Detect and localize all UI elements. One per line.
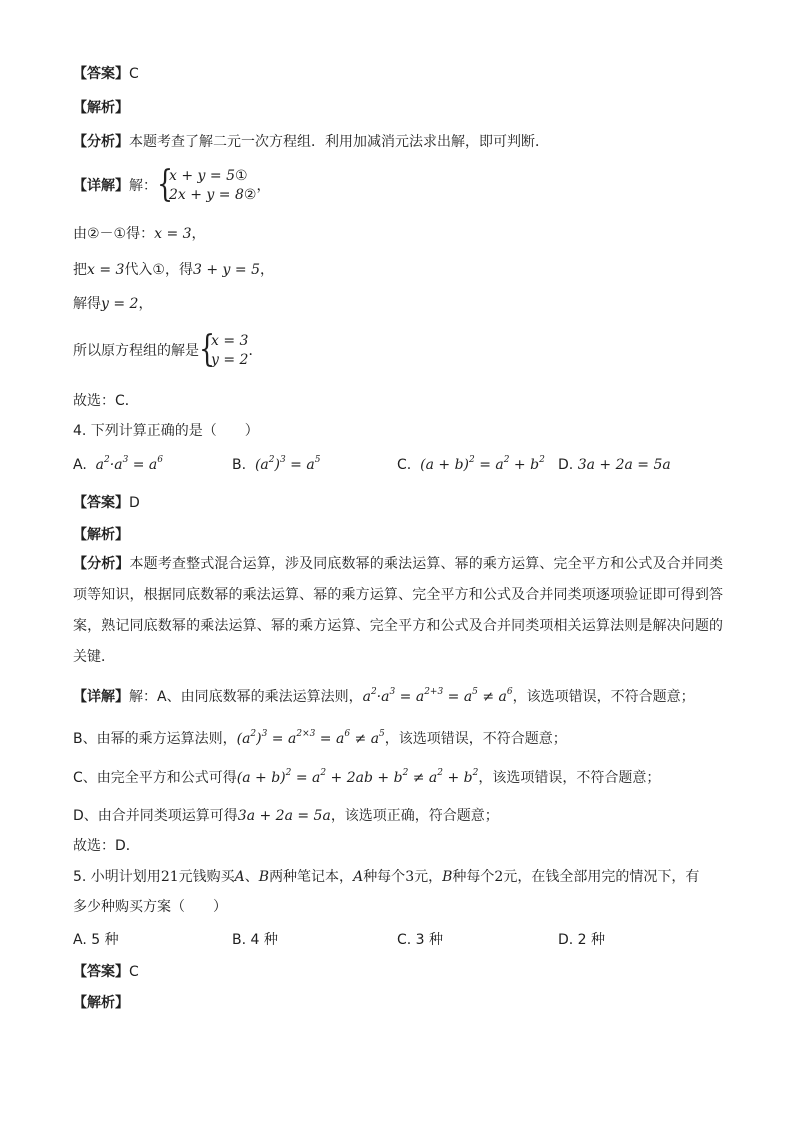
option-d-math: 3a + 2a = 5a <box>577 457 671 473</box>
q3-detail-line <box>73 164 271 205</box>
detail-a-prefix: 解：A、由同底数幂的乘法运算法则， <box>129 689 363 705</box>
q4-detail-b <box>73 729 567 749</box>
q5-stem-b: 元钱购买 <box>178 869 235 885</box>
q5-stem-2: 2 <box>494 869 504 885</box>
circled-1: ① <box>234 168 248 184</box>
q3-detail-prefix: 解： <box>129 178 157 194</box>
detail-c-math: $(a + b)^2 = a^2 + 2ab + b^2 \ne a^2 + b^2$ <box>236 768 479 786</box>
q3-step3 <box>73 294 152 314</box>
q5-stem-c: 、 <box>244 869 259 885</box>
q3-answer: C <box>129 66 139 82</box>
q4-choose <box>73 836 140 856</box>
equation-row-1 <box>169 167 256 186</box>
equation-1: x + y = 5 <box>169 168 235 184</box>
q3-fenxi-text: 本题考查了解二元一次方程组．利用加减消元法求出解，即可判断． <box>129 134 549 150</box>
q4-analysis-heading <box>73 525 129 545</box>
q5-stem-3: 3 <box>405 869 415 885</box>
step1-end: ， <box>191 226 206 242</box>
q4-option-c <box>397 455 545 475</box>
sol-end: ． <box>248 343 263 359</box>
q5-option-a: A. 5 种 <box>73 932 119 948</box>
q5-stem-d: 两种笔记本， <box>269 869 354 885</box>
left-brace: { <box>157 164 174 205</box>
q5-stem-g: 种每个 <box>452 869 495 885</box>
q4-detail-d <box>73 806 499 826</box>
sys-suffix: ， <box>256 178 271 194</box>
step2-math1: x = 3 <box>87 262 125 278</box>
option-c-math: $(a + b)^2 = a^2 + b^2$ <box>415 455 545 473</box>
q5-stem-num: 21 <box>160 869 179 885</box>
q4-detail-a <box>73 687 695 707</box>
q5-option-c: C. 3 种 <box>397 932 444 948</box>
equation-2: 2x + y = 8 <box>169 187 244 203</box>
q4-fenxi-text: 本题考查整式混合运算，涉及同底数幂的乘法运算、幂的乘方运算、完全平方和公式及合并同类项等知识，根据同底数幂的乘法运算、幂的乘方运算、完全平方和公式及合并同类项逐项验证即可得到答案，熟记同底数幂的乘法运算、幂的乘方运算、完全平方和公式及合并同类项相关运算法则是解决问题的关键． <box>73 556 724 665</box>
left-brace: { <box>199 329 216 370</box>
q3-step1 <box>73 224 206 244</box>
q5-stem-B2: B <box>442 869 453 885</box>
q3-step2 <box>73 260 274 280</box>
q3-answer-line <box>73 64 139 84</box>
q5-stem-f: 元， <box>414 869 443 885</box>
analysis-tag: 【解析】 <box>73 100 129 116</box>
q3-step4 <box>73 329 263 370</box>
q3-choose <box>73 391 139 411</box>
detail-tag: 【详解】 <box>73 689 129 705</box>
equation-row-2 <box>169 186 256 205</box>
answer-tag: 【答案】 <box>73 495 129 511</box>
detail-c-suffix: ，该选项错误，不符合题意； <box>478 770 661 786</box>
q3-fenxi-line <box>73 132 549 152</box>
detail-b-suffix: ，该选项错误，不符合题意； <box>384 731 567 747</box>
option-b-math: $(a^2)^3 = a^5$ <box>250 455 321 473</box>
analysis-tag: 【解析】 <box>73 995 129 1011</box>
detail-tag: 【详解】 <box>73 178 129 194</box>
option-d-label: D. <box>558 457 574 473</box>
q3-analysis-heading <box>73 98 129 118</box>
detail-d-math: 3a + 2a = 5a <box>237 808 331 824</box>
q3-choose-text: 故选：C． <box>73 393 139 409</box>
detail-d-prefix: D、由合并同类项运算可得 <box>73 808 238 824</box>
q5-option-b: B. 4 种 <box>232 932 278 948</box>
detail-d-suffix: ，该选项正确，符合题意； <box>330 808 499 824</box>
q5-stem-a: 5. 小明计划用 <box>73 869 161 885</box>
q5-stem-B: B <box>258 869 270 885</box>
step2-b: 代入①，得 <box>124 262 193 278</box>
q4-option-d <box>558 455 671 475</box>
solution-row-2: y = 2 <box>211 352 249 368</box>
step3-math: y = 2 <box>101 296 139 312</box>
fenxi-tag: 【分析】 <box>73 556 130 572</box>
detail-c-prefix: C、由完全平方和公式可得 <box>73 770 237 786</box>
circled-2: ② <box>243 187 257 203</box>
option-c-label: C. <box>397 457 412 473</box>
q5-answer: C <box>129 964 139 980</box>
step2-end: ， <box>260 262 274 278</box>
detail-a-suffix: ，该选项错误，不符合题意； <box>512 689 695 705</box>
step1-math: x = 3 <box>154 226 192 242</box>
q5-stem-line2 <box>73 897 227 917</box>
q5-stem-A: A <box>234 869 245 885</box>
q4-fenxi-paragraph <box>73 549 723 673</box>
q5-stem-e: 种每个 <box>363 869 406 885</box>
solution-system <box>199 329 249 370</box>
q4-choose-text: 故选：D． <box>73 838 140 854</box>
detail-a-math: $a^2\cdot a^3 = a^{2+3} = a^5 \ne a^6$ <box>362 687 513 705</box>
q5-stem-line1 <box>73 867 699 887</box>
analysis-tag: 【解析】 <box>73 527 129 543</box>
option-a-label: A. <box>73 457 87 473</box>
q4-option-a <box>73 455 163 475</box>
detail-b-prefix: B、由幂的乘方运算法则， <box>73 731 237 747</box>
equation-system <box>157 164 257 205</box>
detail-b-math: $(a^2)^3 = a^{2\times 3} = a^6 \ne a^5$ <box>236 729 385 747</box>
q4-answer-line <box>73 493 140 513</box>
q5-answer-line <box>73 962 139 982</box>
step3-a: 解得 <box>73 296 101 312</box>
q5-analysis-heading <box>73 993 129 1013</box>
q4-stem <box>73 421 259 441</box>
step4-text: 所以原方程组的解是 <box>73 343 199 359</box>
option-b-label: B. <box>232 457 247 473</box>
q5-stem-A2: A <box>353 869 364 885</box>
step2-a: 把 <box>73 262 87 278</box>
step2-math2: 3 + y = 5 <box>193 262 260 278</box>
q5-option-d: D. 2 种 <box>558 932 606 948</box>
answer-tag: 【答案】 <box>73 964 129 980</box>
q5-stem-line2-text: 多少种购买方案（ ） <box>73 899 227 915</box>
q4-option-b <box>232 455 320 475</box>
solution-row-1: x = 3 <box>211 333 249 349</box>
step3-end: ， <box>138 296 153 312</box>
option-a-math: $a^2\cdot a^3 = a^6$ <box>91 455 164 473</box>
q5-stem-h: 元，在钱全部用完的情况下，有 <box>503 869 700 885</box>
q4-detail-c <box>73 768 660 788</box>
answer-tag: 【答案】 <box>73 66 129 82</box>
q4-answer: D <box>129 495 140 511</box>
fenxi-tag: 【分析】 <box>73 134 129 150</box>
step1-text: 由②－①得： <box>73 226 155 242</box>
q4-stem-text: 4. 下列计算正确的是（ ） <box>73 423 259 439</box>
